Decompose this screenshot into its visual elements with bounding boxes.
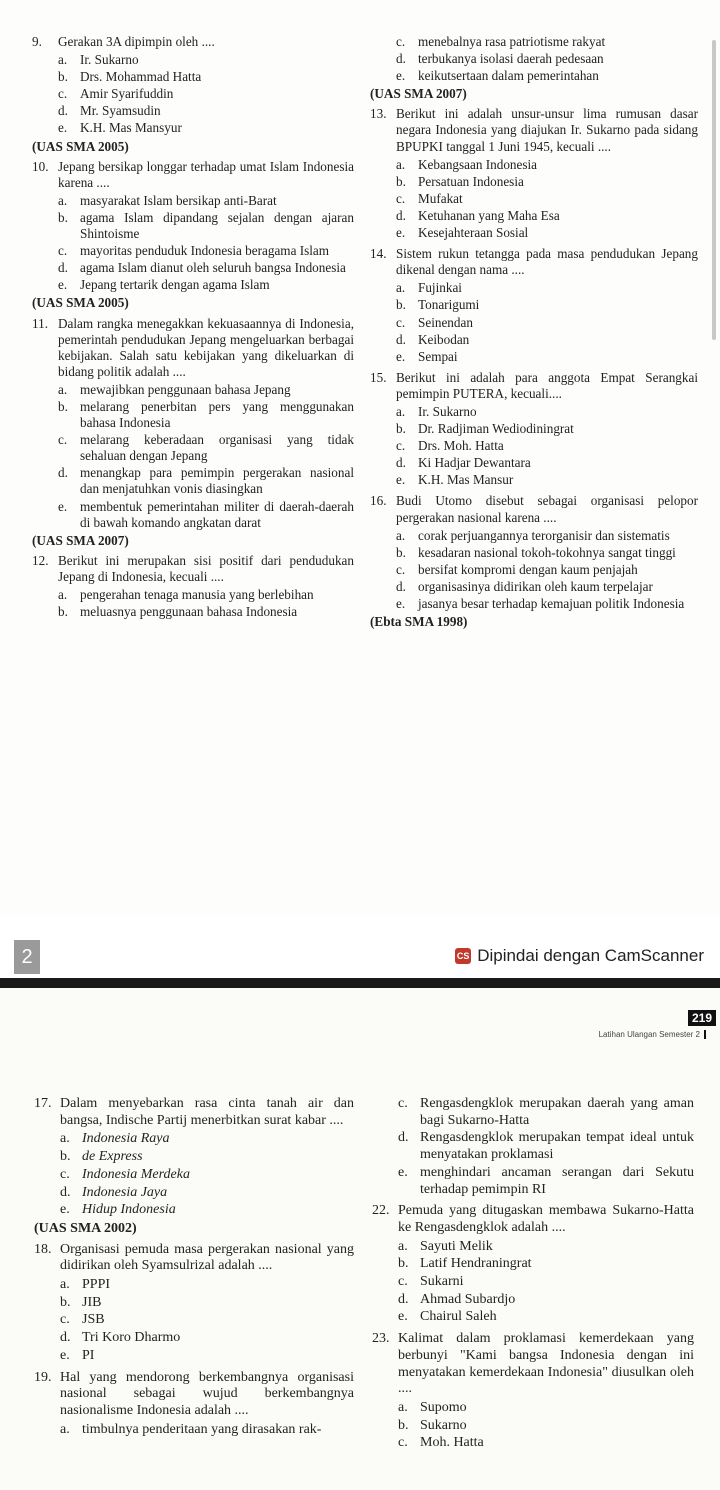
page1-left-column <box>32 34 354 625</box>
option-letter: b. <box>58 69 68 85</box>
answer-option <box>60 1167 354 1184</box>
question-number: 23. <box>372 1331 390 1347</box>
spacer <box>372 1453 694 1457</box>
question-number: 18. <box>34 1241 52 1257</box>
question-stem <box>372 1203 694 1236</box>
option-letter: d. <box>396 51 406 67</box>
option-letter: c. <box>60 1166 70 1182</box>
answer-option <box>396 528 698 544</box>
answer-option <box>60 1131 354 1148</box>
camscanner-text: Dipindai dengan CamScanner <box>477 946 704 965</box>
question-stem <box>34 1370 354 1420</box>
option-text: corak perjuangannya terorganisir dan sistematis <box>418 527 670 543</box>
option-text: Fujinkai <box>418 280 462 296</box>
answer-option <box>396 191 698 207</box>
option-letter: a. <box>58 587 68 602</box>
answer-option <box>58 52 354 68</box>
question-number: 14. <box>370 246 387 262</box>
option-letter: e. <box>398 1164 408 1180</box>
question-block <box>372 1331 694 1457</box>
option-text: Drs. Mohammad Hatta <box>80 69 202 85</box>
option-text: Tonarigumi <box>418 297 480 313</box>
option-text: de Express <box>82 1149 143 1165</box>
option-letter: e. <box>58 120 68 136</box>
option-text: Mufakat <box>418 190 463 206</box>
answer-option <box>396 174 698 190</box>
answer-option <box>396 332 698 348</box>
option-letter: b. <box>396 297 406 313</box>
question-stem <box>32 159 354 191</box>
option-letter: a. <box>58 381 68 397</box>
option-text: menghindari ancaman serangan dari Sekutu terhadap pemimpin RI <box>420 1164 694 1197</box>
answer-option <box>398 1239 694 1256</box>
option-text: Kebangsaan Indonesia <box>418 156 538 172</box>
option-text: masyarakat Islam bersikap anti-Barat <box>80 192 277 208</box>
answer-option <box>398 1400 694 1417</box>
answer-option <box>396 157 698 173</box>
answer-option <box>60 1149 354 1166</box>
option-letter: c. <box>396 190 406 206</box>
page2-left-column <box>34 1096 354 1443</box>
option-letter: c. <box>396 561 406 577</box>
question-stem <box>32 553 354 585</box>
answer-option <box>58 243 354 259</box>
option-text: mewajibkan penggunaan bahasa Jepang <box>80 381 291 397</box>
exam-source: (UAS SMA 2007) <box>32 532 129 548</box>
answer-option <box>396 225 698 241</box>
option-letter: d. <box>396 331 406 347</box>
option-letter: a. <box>398 1399 408 1415</box>
option-text: agama Islam dipandang sejalan dengan ajaran Shintoisme <box>80 209 354 242</box>
answer-option <box>396 472 698 488</box>
option-text: timbulnya penderitaan yang dirasakan rak- <box>82 1421 322 1437</box>
answer-option <box>60 1422 354 1439</box>
option-text: agama Islam dianut oleh seluruh bangsa Indonesia <box>80 260 346 276</box>
answer-option <box>58 103 354 119</box>
question-stem <box>32 316 354 380</box>
option-letter: d. <box>398 1130 409 1146</box>
option-letter: c. <box>398 1435 408 1451</box>
option-letter: a. <box>58 192 68 208</box>
book-page-number: 219 <box>688 1010 716 1026</box>
answer-option <box>58 120 354 136</box>
question-number: 22. <box>372 1203 390 1219</box>
question-stem <box>34 1242 354 1275</box>
option-text: menebalnya rasa patriotisme rakyat <box>418 34 606 49</box>
question-text: Jepang bersikap longgar terhadap umat Islam Indonesia karena .... <box>58 158 354 190</box>
option-letter: c. <box>396 314 406 330</box>
answer-option <box>396 280 698 296</box>
option-text: Ir. Sukarno <box>418 403 477 419</box>
option-text: jasanya besar terhadap kemajuan politik Indonesia <box>418 596 685 611</box>
option-letter: c. <box>60 1312 70 1328</box>
option-letter: e. <box>396 68 406 84</box>
option-text: Sukarni <box>420 1274 464 1290</box>
option-letter: a. <box>60 1421 70 1437</box>
camscanner-icon: CS <box>455 948 471 964</box>
exam-source: (UAS SMA 2005) <box>32 138 129 154</box>
answer-option <box>396 68 698 84</box>
answer-option <box>60 1312 354 1329</box>
page-number-badge: 2 <box>14 940 40 974</box>
option-text: Sukarno <box>420 1417 467 1433</box>
answer-option <box>396 34 698 50</box>
exam-source: (Ebta SMA 1998) <box>370 614 468 630</box>
question-text: Berikut ini adalah para anggota Empat Serangkai pemimpin PUTERA, kecuali.... <box>396 369 698 401</box>
answer-option <box>396 208 698 224</box>
question-stem <box>34 1096 354 1129</box>
answer-option <box>396 421 698 437</box>
option-letter: e. <box>58 277 68 293</box>
answer-option <box>58 260 354 276</box>
answer-option <box>60 1185 354 1202</box>
question-text: Gerakan 3A dipimpin oleh .... <box>58 34 215 49</box>
question-stem <box>370 370 698 402</box>
option-text: Ketuhanan yang Maha Esa <box>418 207 560 223</box>
question-text: Sistem rukun tetangga pada masa pendudukan Jepang dikenal dengan nama .... <box>396 246 698 278</box>
answer-option <box>396 51 698 67</box>
option-text: pengerahan tenaga manusia yang berlebihan <box>80 587 314 602</box>
answer-option <box>58 432 354 464</box>
exam-source: (UAS SMA 2007) <box>370 86 467 102</box>
question-block <box>370 493 698 630</box>
option-letter: b. <box>60 1149 71 1165</box>
option-text: Indonesia Merdeka <box>82 1166 190 1182</box>
answer-option <box>60 1348 354 1365</box>
option-letter: b. <box>58 604 68 620</box>
answer-option <box>58 193 354 209</box>
answer-option <box>396 579 698 595</box>
option-text: PI <box>82 1347 95 1363</box>
option-text: Jepang tertarik dengan agama Islam <box>80 277 270 293</box>
option-letter: b. <box>396 421 406 437</box>
option-text: Rengasdengklok merupakan daerah yang aman bagi Sukarno-Hatta <box>420 1096 694 1128</box>
answer-option <box>58 86 354 102</box>
question-number: 17. <box>34 1096 52 1111</box>
continued-options <box>372 1096 694 1203</box>
option-letter: c. <box>396 438 406 454</box>
question-block <box>34 1096 354 1238</box>
option-letter: b. <box>398 1417 409 1433</box>
question-block <box>32 34 354 155</box>
answer-option <box>398 1292 694 1309</box>
answer-option <box>396 297 698 313</box>
scanned-page-2 <box>0 988 720 1490</box>
option-text: melarang penerbitan pers yang menggunakan bahasa Indonesia <box>80 398 354 431</box>
option-text: Amir Syarifuddin <box>80 86 174 102</box>
option-letter: a. <box>396 280 406 296</box>
option-letter: c. <box>396 34 406 49</box>
page1-right-column <box>370 34 698 634</box>
question-stem <box>370 106 698 154</box>
answer-option <box>398 1418 694 1435</box>
option-text: Persatuan Indonesia <box>418 173 524 189</box>
answer-option <box>58 399 354 431</box>
scrollbar-thumb[interactable] <box>712 40 716 340</box>
option-text: mayoritas penduduk Indonesia beragama Islam <box>80 243 330 259</box>
option-letter: d. <box>396 207 406 223</box>
answer-option <box>58 604 354 620</box>
option-text: Supomo <box>420 1399 467 1415</box>
option-text: Kesejahteraan Sosial <box>418 225 529 241</box>
option-letter: c. <box>398 1274 408 1290</box>
option-letter: b. <box>396 544 406 560</box>
option-letter: b. <box>58 398 68 414</box>
answer-option <box>396 404 698 420</box>
question-number: 12. <box>32 552 49 568</box>
question-block <box>370 370 698 494</box>
answer-option <box>396 562 698 578</box>
option-letter: a. <box>60 1277 70 1293</box>
option-letter: e. <box>60 1202 70 1218</box>
option-letter: e. <box>396 348 406 364</box>
option-text: Indonesia Jaya <box>82 1184 168 1200</box>
option-text: Ir. Sukarno <box>80 52 139 68</box>
option-text: Sempai <box>418 348 458 364</box>
option-text: JIB <box>82 1294 102 1310</box>
option-letter: d. <box>58 260 68 276</box>
option-letter: d. <box>396 455 406 471</box>
question-number: 10. <box>32 158 49 174</box>
option-text: Mr. Syamsudin <box>80 103 161 119</box>
option-text: Seinendan <box>418 314 473 330</box>
answer-option <box>58 69 354 85</box>
option-text: kesadaran nasional tokoh-tokohnya sangat tinggi <box>418 544 676 560</box>
option-letter: e. <box>60 1347 70 1363</box>
option-text: Drs. Moh. Hatta <box>418 438 504 454</box>
option-text: Dr. Radjiman Wediodiningrat <box>418 421 574 437</box>
continued-options <box>370 34 698 102</box>
option-letter: d. <box>398 1291 409 1307</box>
option-text: Rengasdengklok merupakan tempat ideal untuk menyatakan proklamasi <box>420 1130 694 1163</box>
question-block <box>370 106 698 246</box>
question-stem <box>372 1331 694 1398</box>
running-header: Latihan Ulangan Semester 2 <box>599 1030 706 1039</box>
option-text: bersifat kompromi dengan kaum penjajah <box>418 561 638 577</box>
question-block <box>34 1370 354 1444</box>
answer-option <box>58 277 354 293</box>
answer-option <box>396 315 698 331</box>
answer-option <box>58 382 354 398</box>
option-letter: e. <box>58 498 68 514</box>
option-text: Latif Hendraningrat <box>420 1256 532 1272</box>
exam-source: (UAS SMA 2005) <box>32 295 129 311</box>
answer-option <box>396 455 698 471</box>
option-letter: d. <box>60 1184 71 1200</box>
answer-option <box>60 1202 354 1219</box>
option-text: K.H. Mas Mansur <box>418 472 514 488</box>
option-letter: a. <box>396 527 406 543</box>
question-block <box>32 159 354 312</box>
option-text: melarang keberadaan organisasi yang tidak sehaluan dengan Jepang <box>80 432 354 464</box>
question-block <box>32 553 354 625</box>
question-number: 13. <box>370 106 387 122</box>
question-number: 16. <box>370 493 387 509</box>
question-text: Kalimat dalam proklamasi kemerdekaan yang berbunyi "Kami bangsa Indonesia dengan ini menyatakan kemerdekaan Indonesia" diusulkan oleh .... <box>398 1331 694 1397</box>
question-text: Dalam rangka menegakkan kekuasaannya di Indonesia, pemerintah pendudukan Jepang mengeluarkan berbagai kebijakan. Salah satu kebijakan yang dikeluarkan di bidang politik adalah .... <box>58 315 354 379</box>
option-letter: c. <box>58 243 68 259</box>
question-text: Organisasi pemuda masa pergerakan nasional yang didirikan oleh Syamsulrizal adalah .... <box>60 1241 354 1274</box>
answer-option <box>398 1309 694 1326</box>
question-stem <box>370 493 698 525</box>
option-text: Keibodan <box>418 331 470 347</box>
option-text: Ki Hadjar Dewantara <box>418 455 531 471</box>
option-letter: a. <box>396 403 406 419</box>
question-block <box>370 246 698 370</box>
option-text: menangkap para pemimpin pergerakan nasional dan menjatuhkan vonis diasingkan <box>80 465 354 497</box>
option-letter: a. <box>398 1238 408 1254</box>
question-stem <box>32 34 354 50</box>
answer-option <box>396 545 698 561</box>
page2-right-column <box>372 1096 694 1457</box>
option-text: K.H. Mas Mansyur <box>80 120 182 136</box>
option-letter: b. <box>396 173 406 189</box>
answer-option <box>58 210 354 242</box>
option-letter: b. <box>60 1294 71 1310</box>
question-text: Budi Utomo disebut sebagai organisasi pelopor pergerakan nasional karena .... <box>396 493 698 525</box>
answer-option <box>396 349 698 365</box>
option-text: Ahmad Subardjo <box>420 1291 516 1307</box>
option-text: membentuk pemerintahan militer di daerah-daerah di bawah komando angkatan darat <box>80 498 354 530</box>
option-letter: c. <box>58 432 68 448</box>
answer-option <box>398 1274 694 1291</box>
question-number: 15. <box>370 369 387 385</box>
option-letter: d. <box>60 1330 71 1346</box>
option-letter: e. <box>396 472 406 488</box>
option-text: Chairul Saleh <box>420 1309 497 1325</box>
question-block <box>34 1242 354 1370</box>
question-text: Berikut ini merupakan sisi positif dari pendudukan Jepang di Indonesia, kecuali .... <box>58 552 354 584</box>
option-text: JSB <box>82 1312 105 1328</box>
page-gap-bar <box>0 978 720 988</box>
option-letter: c. <box>398 1096 408 1111</box>
question-number: 19. <box>34 1369 52 1385</box>
option-text: Indonesia Raya <box>82 1131 170 1147</box>
answer-option <box>398 1165 694 1198</box>
answer-option <box>398 1130 694 1163</box>
question-block <box>32 316 354 549</box>
option-letter: d. <box>58 465 68 481</box>
question-text: Hal yang mendorong berkembangnya organisasi nasional sebagai wujud berkembangnya nasionalisme Indonesia adalah .... <box>60 1369 354 1418</box>
option-letter: a. <box>396 156 406 172</box>
question-text: Berikut ini adalah unsur-unsur lima rumusan dasar negara Indonesia yang diajukan Ir. Sukarno pada sidang BPUPKI tanggal 1 Juni 1945, kecuali .... <box>396 106 698 154</box>
spacer <box>34 1439 354 1443</box>
option-letter: d. <box>58 103 68 119</box>
exam-source: (UAS SMA 2002) <box>34 1220 137 1236</box>
answer-option <box>58 465 354 497</box>
question-number: 9. <box>32 34 42 49</box>
answer-option <box>60 1277 354 1294</box>
question-text: Pemuda yang ditugaskan membawa Sukarno-Hatta ke Rengasdengklok adalah .... <box>398 1203 694 1235</box>
option-letter: a. <box>58 52 68 68</box>
answer-option <box>60 1295 354 1312</box>
camscanner-watermark <box>455 946 704 966</box>
answer-option <box>398 1256 694 1273</box>
option-letter: e. <box>398 1309 408 1325</box>
option-letter: b. <box>398 1256 409 1272</box>
spacer <box>32 621 354 625</box>
option-letter: b. <box>58 209 68 225</box>
option-text: Tri Koro Dharmo <box>82 1330 181 1346</box>
question-stem <box>370 246 698 278</box>
option-letter: c. <box>58 86 68 102</box>
option-text: Moh. Hatta <box>420 1435 484 1451</box>
answer-option <box>396 438 698 454</box>
option-text: meluasnya penggunaan bahasa Indonesia <box>80 604 298 620</box>
option-letter: e. <box>396 225 406 241</box>
answer-option <box>398 1096 694 1129</box>
answer-option <box>58 499 354 531</box>
question-text: Dalam menyebarkan rasa cinta tanah air dan bangsa, Indische Partij menerbitkan surat kabar .... <box>60 1096 354 1128</box>
answer-option <box>58 587 354 603</box>
option-text: terbukanya isolasi daerah pedesaan <box>418 51 604 67</box>
option-text: Hidup Indonesia <box>82 1202 176 1218</box>
answer-option <box>60 1330 354 1347</box>
option-text: Sayuti Melik <box>420 1238 493 1254</box>
answer-option <box>396 596 698 612</box>
option-letter: a. <box>60 1131 70 1147</box>
option-text: organisasinya didirikan oleh kaum terpelajar <box>418 578 653 594</box>
option-text: PPPI <box>82 1277 111 1293</box>
option-letter: d. <box>396 578 406 594</box>
answer-option <box>398 1435 694 1452</box>
question-number: 11. <box>32 315 48 331</box>
question-block <box>372 1203 694 1331</box>
option-letter: e. <box>396 596 406 611</box>
option-text: keikutsertaan dalam pemerintahan <box>418 68 599 84</box>
